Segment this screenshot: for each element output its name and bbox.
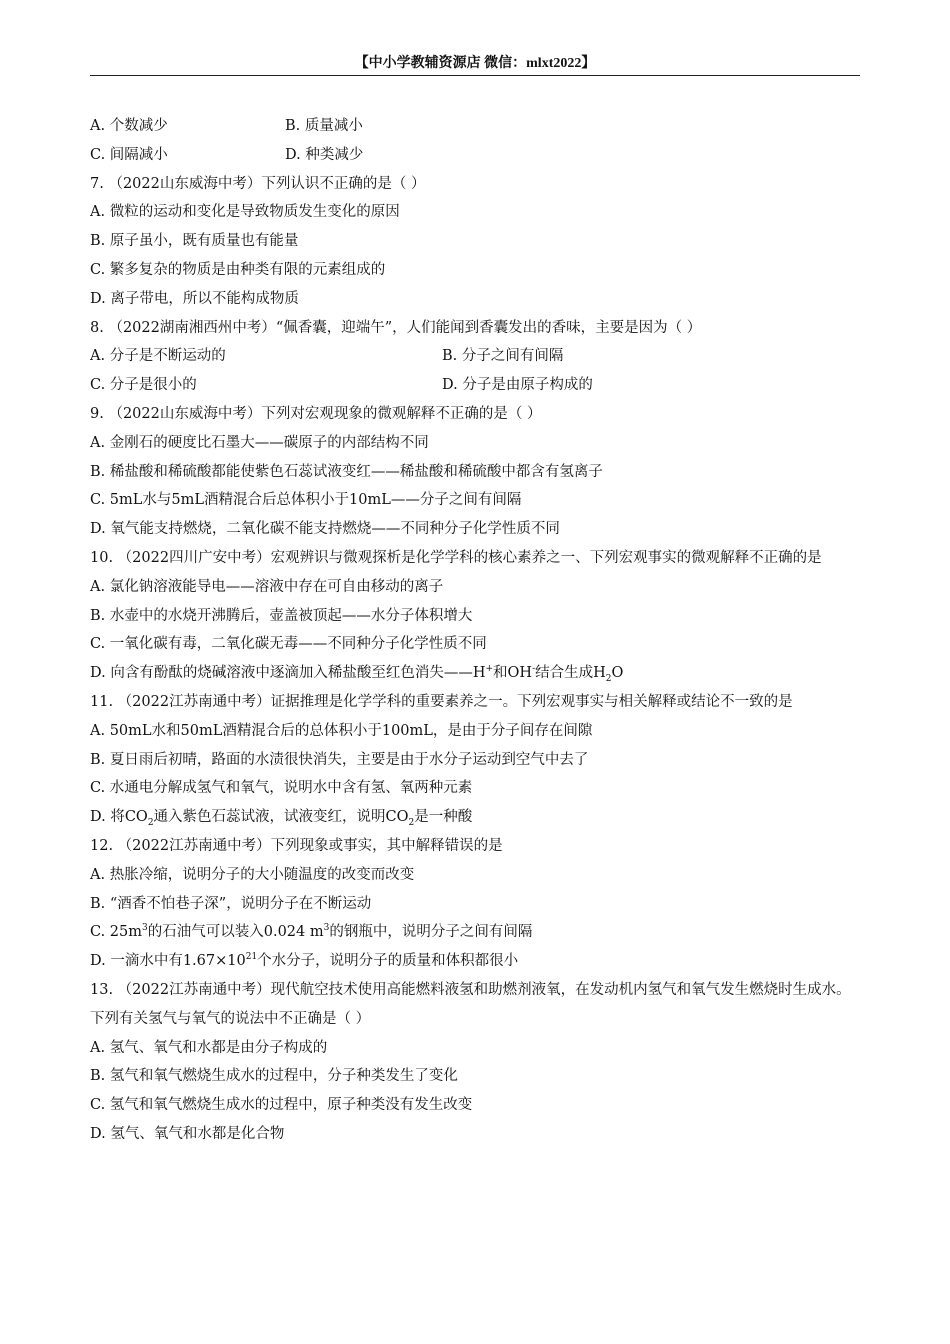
- q11-option-d-text-2: 通入紫色石蕊试液，试液变红，说明CO: [153, 809, 409, 826]
- q12-option-d-text-2: 个水分子，说明分子的质量和体积都很小: [257, 953, 519, 970]
- q10-option-b: B. 水壶中的水烧开沸腾后，壶盖被顶起——水分子体积增大: [90, 607, 473, 624]
- q11-option-a: A. 50mL水和50mL酒精混合后的总体积小于100mL，是由于分子间存在间隙: [90, 722, 593, 739]
- q10-option-c: C. 一氧化碳有毒，二氧化碳无毒——不同种分子化学性质不同: [90, 636, 487, 653]
- q6-option-c: C. 间隔减小: [90, 146, 168, 163]
- q12-option-d: [90, 947, 860, 976]
- q10-option-d-sup-1: +: [485, 664, 494, 675]
- q11-option-d-text-1: D. 将CO: [90, 809, 148, 826]
- q6-options-row-2: [90, 141, 860, 170]
- q12-option-c-sup-2: 3: [323, 923, 330, 934]
- q10-option-a: A. 氯化钠溶液能导电——溶液中存在可自由移动的离子: [90, 578, 444, 595]
- q6-option-b: B. 质量减小: [285, 118, 363, 134]
- q9-option-a: A. 金刚石的硬度比石墨大——碳原子的内部结构不同: [90, 434, 429, 451]
- q12-option-c: [90, 918, 860, 947]
- q12-option-d-text-1: D. 一滴水中有1.67×10: [90, 953, 246, 970]
- q6-options-row-1: [90, 112, 860, 141]
- q11-option-b: B. 夏日雨后初晴，路面的水渍很快消失，主要是由于水分子运动到空气中去了: [90, 751, 589, 768]
- q13-option-b: B. 氢气和氧气燃烧生成水的过程中，分子种类发生了变化: [90, 1068, 458, 1085]
- q11-option-c: C. 水通电分解成氢气和氧气，说明水中含有氢、氧两种元素: [90, 780, 473, 797]
- q10-stem: 10. （2022四川广安中考）宏观辨识与微观探析是化学学科的核心素养之一、下列宏观事实的微观解释不正确的是: [90, 549, 822, 566]
- q8-stem: 8. （2022湖南湘西州中考）“佩香囊，迎端午”，人们能闻到香囊发出的香味，主要是因为（ ）: [90, 319, 702, 336]
- q10-option-d-sup-2: -: [532, 664, 536, 675]
- q11-option-d: [90, 803, 860, 832]
- q7-option-b: B. 原子虽小，既有质量也有能量: [90, 233, 299, 250]
- q9-option-c: C. 5mL水与5mL酒精混合后总体积小于10mL——分子之间有间隔: [90, 492, 522, 509]
- q12-option-c-sup-1: 3: [142, 923, 148, 934]
- q8-options-row-1: [90, 342, 860, 371]
- q13-option-a: A. 氢气、氧气和水都是由分子构成的: [90, 1039, 328, 1056]
- q13-option-d: D. 氢气、氧气和水都是化合物: [90, 1125, 285, 1142]
- q8-option-b: B. 分子之间有间隔: [442, 348, 564, 365]
- q13-option-c: C. 氢气和氧气燃烧生成水的过程中，原子种类没有发生改变: [90, 1097, 473, 1114]
- q11-option-d-sub-2: 2: [408, 818, 415, 829]
- q7-option-c: C. 繁多复杂的物质是由种类有限的元素组成的: [90, 261, 386, 278]
- q10-option-d-sub: 2: [605, 674, 612, 685]
- q8-options-row-2: [90, 371, 860, 400]
- q8-option-a: A. 分子是不断运动的: [90, 348, 226, 365]
- q12-option-c-text-2: 的石油气可以装入0.024 m: [147, 924, 324, 941]
- q7-option-d: D. 离子带电，所以不能构成物质: [90, 290, 299, 307]
- q11-option-d-text-3: 是一种酸: [414, 809, 473, 826]
- q10-option-d-text-3: 结合生成H: [535, 665, 606, 682]
- q9-option-d: D. 氧气能支持燃烧，二氧化碳不能支持燃烧——不同种分子化学性质不同: [90, 521, 560, 538]
- q13-stem: 13. （2022江苏南通中考）现代航空技术使用高能燃料液氢和助燃剂液氧，在发动机内氢气和氧气发生燃烧时生成水。下列有关氢气与氧气的说法中不正确是（ ）: [90, 981, 851, 1027]
- q10-option-d-text-4: O: [611, 665, 624, 682]
- q12-stem: 12. （2022江苏南通中考）下列现象或事实，其中解释错误的是: [90, 837, 503, 854]
- q9-stem: 9. （2022山东威海中考）下列对宏观现象的微观解释不正确的是（ ）: [90, 405, 542, 422]
- q7-option-a: A. 微粒的运动和变化是导致物质发生变化的原因: [90, 204, 400, 221]
- question-list: [90, 112, 860, 1149]
- q6-option-a: A. 个数减少: [90, 118, 168, 134]
- q8-option-d: D. 分子是由原子构成的: [442, 377, 593, 394]
- q8-option-c: C. 分子是很小的: [90, 377, 197, 394]
- header-divider: [90, 75, 860, 76]
- q12-option-b: B. “酒香不怕巷子深”，说明分子在不断运动: [90, 895, 372, 912]
- q11-option-d-sub-1: 2: [147, 818, 154, 829]
- q12-option-c-text-1: C. 25m: [90, 924, 142, 941]
- q12-option-a: A. 热胀冷缩，说明分子的大小随温度的改变而改变: [90, 866, 415, 883]
- q10-option-d-text-2: 和OH: [493, 665, 533, 682]
- q10-option-d-text-1: D. 向含有酚酞的烧碱溶液中逐滴加入稀盐酸至红色消失——H: [90, 665, 486, 682]
- q9-option-b: B. 稀盐酸和稀硫酸都能使紫色石蕊试液变红——稀盐酸和稀硫酸中都含有氢离子: [90, 463, 603, 480]
- q12-option-c-text-3: 的钢瓶中，说明分子之间有间隔: [329, 924, 533, 941]
- q11-stem: 11. （2022江苏南通中考）证据推理是化学学科的重要素养之一。下列宏观事实与相关解释或结论不一致的是: [90, 693, 793, 710]
- page-header: 【中小学教辅资源店 微信：mlxt2022】: [354, 56, 596, 71]
- q12-option-d-sup: 21: [245, 952, 258, 963]
- q6-option-d: D. 种类减少: [285, 146, 364, 163]
- q10-option-d: [90, 659, 860, 688]
- q7-stem: 7. （2022山东威海中考）下列认识不正确的是（ ）: [90, 175, 426, 192]
